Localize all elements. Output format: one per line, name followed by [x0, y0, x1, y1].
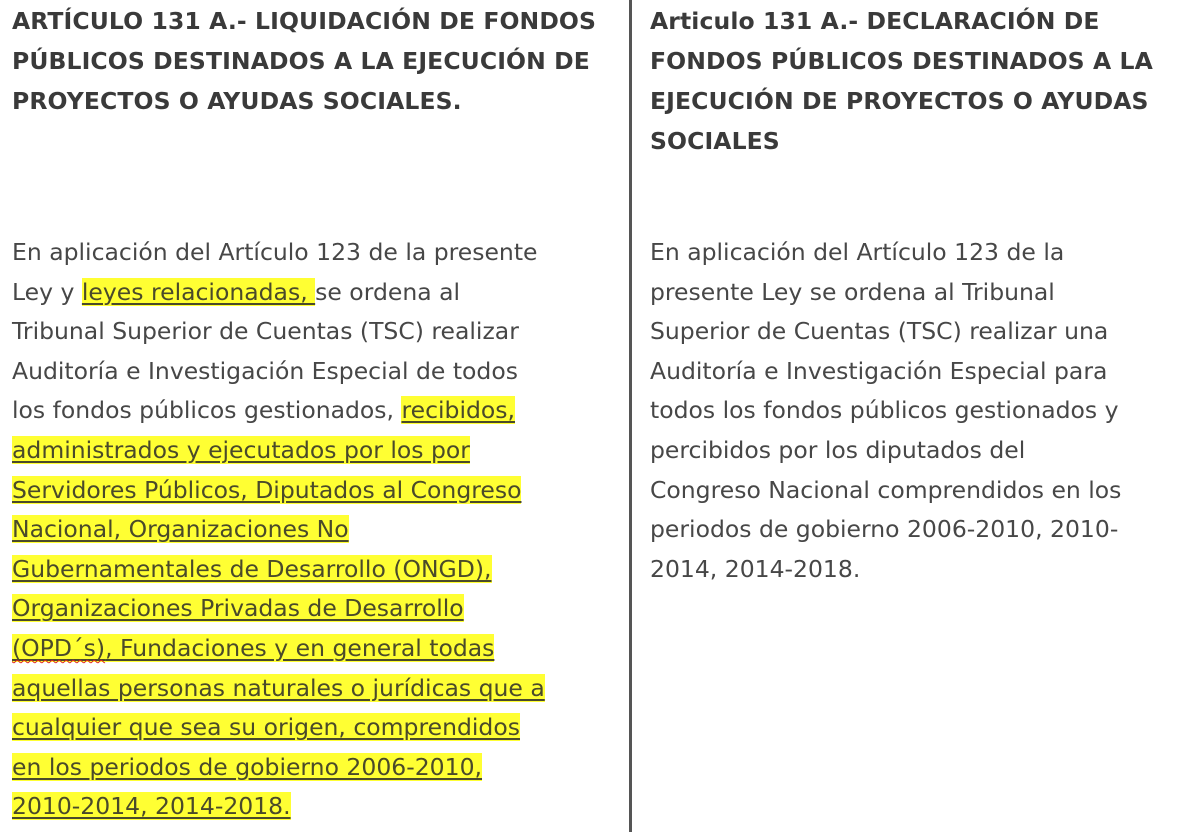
highlighted-text: Organizaciones Privadas de Desarrollo — [12, 594, 464, 623]
highlighted-text: administrados y ejecutados por los por — [12, 435, 470, 464]
text-line — [12, 589, 620, 629]
text-line — [12, 273, 620, 313]
left-article-body — [12, 233, 620, 827]
text-line — [650, 391, 1195, 431]
text-line — [650, 550, 1195, 590]
text-line — [650, 233, 1195, 273]
highlighted-text: leyes relacionadas, — [81, 277, 316, 306]
right-article-body — [650, 233, 1195, 589]
highlighted-text: recibidos, — [401, 396, 515, 425]
text-line — [650, 471, 1195, 511]
left-column — [12, 0, 620, 832]
text-segment: En aplicación del Artículo 123 de la — [650, 238, 1065, 266]
text-line — [650, 312, 1195, 352]
highlighted-text: Gubernamentales de Desarrollo (ONGD), — [12, 554, 492, 583]
text-line — [12, 391, 620, 431]
text-line — [12, 787, 620, 827]
text-line — [650, 273, 1195, 313]
text-segment: se ordena al — [315, 277, 461, 306]
text-line — [12, 669, 620, 709]
highlighted-text: Nacional, Organizaciones No — [12, 515, 349, 544]
highlighted-text: cualquier que sea su origen, comprendidos — [12, 713, 520, 742]
text-line — [650, 352, 1195, 392]
text-segment: 2014, 2014-2018. — [650, 554, 861, 583]
text-line — [12, 312, 620, 352]
text-line — [12, 233, 620, 273]
text-line — [650, 431, 1195, 471]
text-line — [12, 629, 620, 669]
right-article-heading: Articulo 131 A.- DECLARACIÓN DE FONDOS PÚBLICOS DESTINADOS A LA EJECUCIÓN DE PROYECTOS O AYUDAS SOCIALES — [650, 7, 1153, 155]
text-line — [12, 471, 620, 511]
highlighted-text: , Fundaciones y en general todas — [105, 633, 495, 662]
text-segment: Auditoría e Investigación Especial de todos — [12, 356, 518, 385]
text-segment: Auditoría e Investigación Especial para — [650, 356, 1108, 385]
text-segment: En aplicación del Artículo 123 de la presente — [12, 238, 538, 266]
text-line — [12, 748, 620, 788]
text-segment: Superior de Cuentas (TSC) realizar una — [650, 317, 1109, 346]
text-segment: Ley y — [12, 277, 82, 306]
highlighted-text — [12, 634, 105, 662]
text-line — [12, 431, 620, 471]
highlighted-text: aquellas personas naturales o jurídicas que a — [12, 673, 545, 702]
text-segment: periodos de gobierno 2006-2010, 2010- — [650, 515, 1119, 544]
highlighted-text: Servidores Públicos, Diputados al Congreso — [12, 475, 522, 504]
column-divider — [629, 0, 632, 832]
text-line — [12, 708, 620, 748]
text-segment: los fondos públicos gestionados, — [12, 396, 402, 425]
text-line — [12, 550, 620, 590]
highlighted-text: 2010-2014, 2014-2018. — [12, 792, 291, 821]
right-column — [650, 0, 1195, 832]
text-segment: Congreso Nacional comprendidos en los — [650, 475, 1122, 504]
highlighted-text: en los periodos de gobierno 2006-2010, — [12, 752, 482, 781]
text-segment: todos los fondos públicos gestionados y — [650, 396, 1119, 425]
text-line — [12, 510, 620, 550]
text-segment: percibidos por los diputados del — [650, 435, 1026, 464]
text-line — [12, 352, 620, 392]
spellcheck-underline: (OPD´s) — [12, 633, 106, 662]
text-line — [650, 510, 1195, 550]
left-article-heading: ARTÍCULO 131 A.- LIQUIDACIÓN DE FONDOS PÚBLICOS DESTINADOS A LA EJECUCIÓN DE PROYECTOS O AYUDAS SOCIALES. — [12, 7, 597, 115]
text-segment: presente Ley se ordena al Tribunal — [650, 277, 1055, 306]
text-segment: Tribunal Superior de Cuentas (TSC) realizar — [12, 317, 519, 346]
